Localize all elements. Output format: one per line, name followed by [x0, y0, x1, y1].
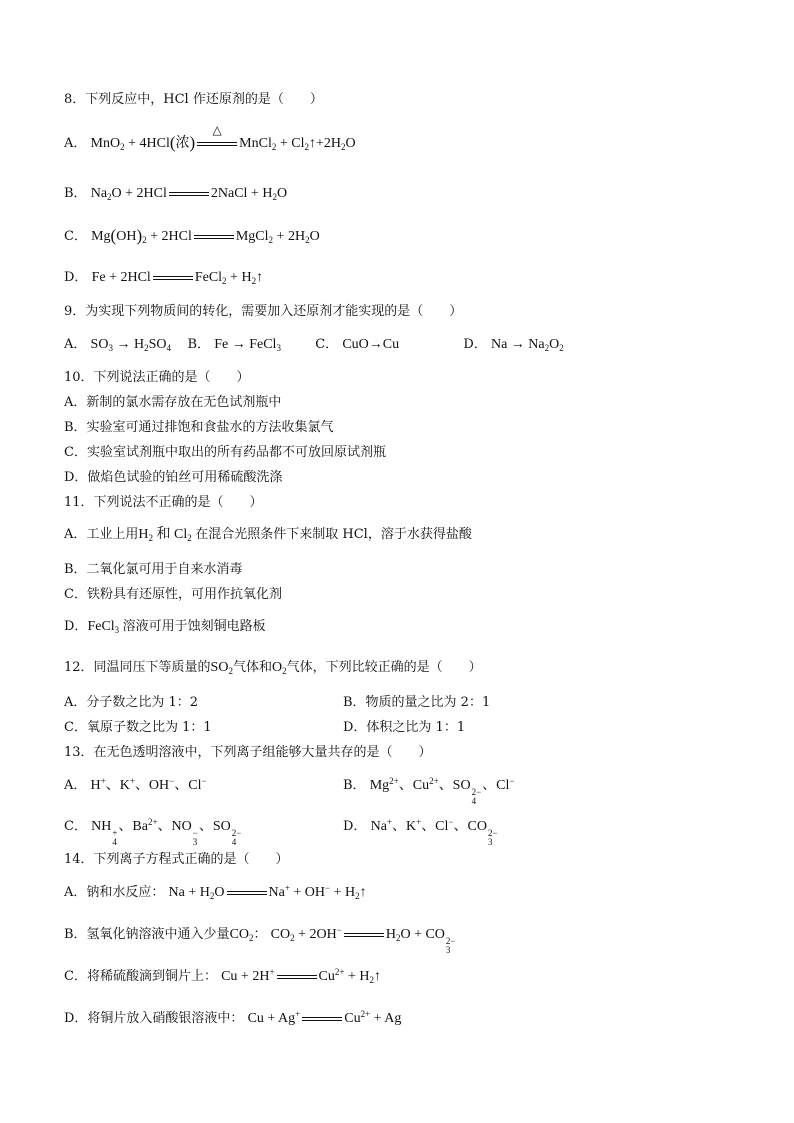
equation: $CO_2 + 2OH^-$ $H_2O$ + CO 2− 3 — [270, 925, 456, 956]
q13-option-c — [64, 818, 242, 847]
question-14-stem: 14．下列离子方程式正确的是（ ） — [64, 852, 289, 867]
q14-option-a — [64, 884, 367, 902]
question-13-stem: 13．在无色透明溶液中，下列离子组能够大量共存的是（ ） — [64, 745, 432, 760]
ion-list: Na+、K+、Cl−、CO 2− 3 — [370, 817, 498, 847]
formula: $SO_3 \to H_2SO_4$ — [90, 337, 171, 353]
formula: $SO_2$ — [210, 660, 233, 676]
ion-list: $Mg^{2+}$、$Cu^{2+}$、SO 2− 4 、Cl− — [369, 776, 515, 806]
ion-list: H+、K+、OH−、Cl− — [90, 776, 207, 793]
q13-option-a — [64, 777, 207, 795]
q14-option-b — [64, 926, 457, 955]
question-12-stem — [64, 659, 482, 677]
q10-option-d: D．做焰色试验的铂丝可用稀硫酸洗涤 — [64, 470, 283, 485]
option-text: A．钠和水反应： — [64, 885, 165, 901]
formula: CuO→Cu — [342, 337, 400, 352]
stem-text: 气体和 — [232, 660, 272, 675]
option-text: 溶液可用于蚀刻铜电路板 — [122, 619, 266, 634]
option-label: A． — [64, 778, 87, 793]
q8-option-d — [64, 269, 263, 287]
question-8-stem: 8．下列反应中，HCl 作还原剂的是（ ） — [64, 92, 323, 107]
option-label: C． — [64, 819, 87, 834]
q8-option-b — [64, 185, 287, 203]
equation: Fe + 2HCl FeCl$_2$ + $H_2↑$ — [91, 270, 264, 287]
q10-option-b: B．实验室可通过排饱和食盐水的方法收集氯气 — [64, 420, 334, 435]
q14-option-c — [64, 968, 381, 986]
colon: ： — [253, 927, 267, 943]
formula: $O_2$ — [271, 660, 287, 676]
equation: Cu + 2H+ $Cu^{2+}$ + $H_2↑$ — [221, 967, 381, 986]
option-text: D．将铜片放入硝酸银溶液中： — [64, 1011, 244, 1027]
equation: $Mg(OH)_2 + 2HCl$ MgCl$_2$ + $2H_2O$ — [91, 226, 320, 245]
equation: MnO$_2$ + 4HCl(浓) △ MnCl$_2$ + $Cl_2↑+2H_2O$ — [90, 122, 356, 152]
equation: Cu + Ag+ $Cu^{2+} + Ag$ — [247, 1009, 402, 1027]
formula: $Na \to Na_2O_2$ — [490, 337, 564, 353]
q13-option-b — [343, 777, 514, 806]
q12-option-b: B．物质的量之比为 2：1 — [343, 695, 491, 710]
q11-option-b: B．二氧化氯可用于自来水消毒 — [64, 562, 243, 577]
option-text: 在混合光照条件下来制取 HCl，溶于水获得盐酸 — [195, 527, 472, 542]
option-label: D． — [343, 819, 367, 834]
option-label: D． — [64, 270, 88, 286]
option-label: B． — [64, 186, 87, 202]
option-label: D． — [463, 337, 487, 352]
stem-text: 12．同温同压下等质量的 — [64, 660, 211, 675]
formula: $CO_2$ — [229, 927, 254, 944]
option-text: B．氢氧化钠溶液中通入少量 — [64, 927, 230, 943]
option-text: C．将稀硫酸滴到铜片上： — [64, 969, 217, 985]
equation: $Na + H_2O$ $Na^+ + OH^- + H_2↑$ — [168, 883, 367, 902]
question-10-stem: 10．下列说法正确的是（ ） — [64, 370, 250, 385]
stem-text: 气体，下列比较正确的是（ ） — [286, 660, 482, 675]
q8-option-c — [64, 227, 320, 246]
q12-option-d: D．体积之比为 1：1 — [343, 720, 466, 735]
option-label: C． — [315, 337, 339, 352]
question-11-stem: 11．下列说法不正确的是（ ） — [64, 495, 263, 510]
q14-option-d — [64, 1010, 401, 1028]
q10-option-a: A．新制的氯水需存放在无色试剂瓶中 — [64, 395, 282, 410]
q13-option-d — [343, 818, 499, 847]
q11-option-c: C．铁粉具有还原性，可用作抗氧化剂 — [64, 587, 282, 602]
option-label: A． — [64, 136, 87, 151]
q12-option-a: A．分子数之比为 1：2 — [64, 695, 199, 710]
option-label: C． — [64, 229, 87, 244]
q11-option-a — [64, 526, 472, 544]
formula: $H_2$ 和 $Cl_2$ — [138, 527, 192, 543]
formula: Fe → FeCl$_3$ — [214, 337, 281, 353]
q8-option-a — [64, 122, 356, 153]
option-label: B． — [187, 337, 211, 352]
ion-list: NH + 4 、$Ba^{2+}$、NO − 3 、SO 2− 4 — [91, 817, 242, 847]
formula: FeCl$_3$ — [87, 619, 120, 635]
option-label: A． — [64, 337, 87, 352]
question-9-stem: 9．为实现下列物质间的转化，需要加入还原剂才能实现的是（ ） — [64, 304, 463, 319]
q11-option-d — [64, 618, 266, 636]
option-label: B． — [343, 778, 366, 793]
q12-option-c: C．氧原子数之比为 1：1 — [64, 720, 212, 735]
equation: $Na_2O + 2HCl$ 2NaCl + $H_2O$ — [90, 186, 288, 203]
q10-option-c: C．实验室试剂瓶中取出的所有药品都不可放回原试剂瓶 — [64, 445, 386, 460]
option-label: D． — [64, 619, 88, 634]
option-text: A．工业上用 — [64, 527, 139, 542]
q9-options — [64, 336, 564, 354]
